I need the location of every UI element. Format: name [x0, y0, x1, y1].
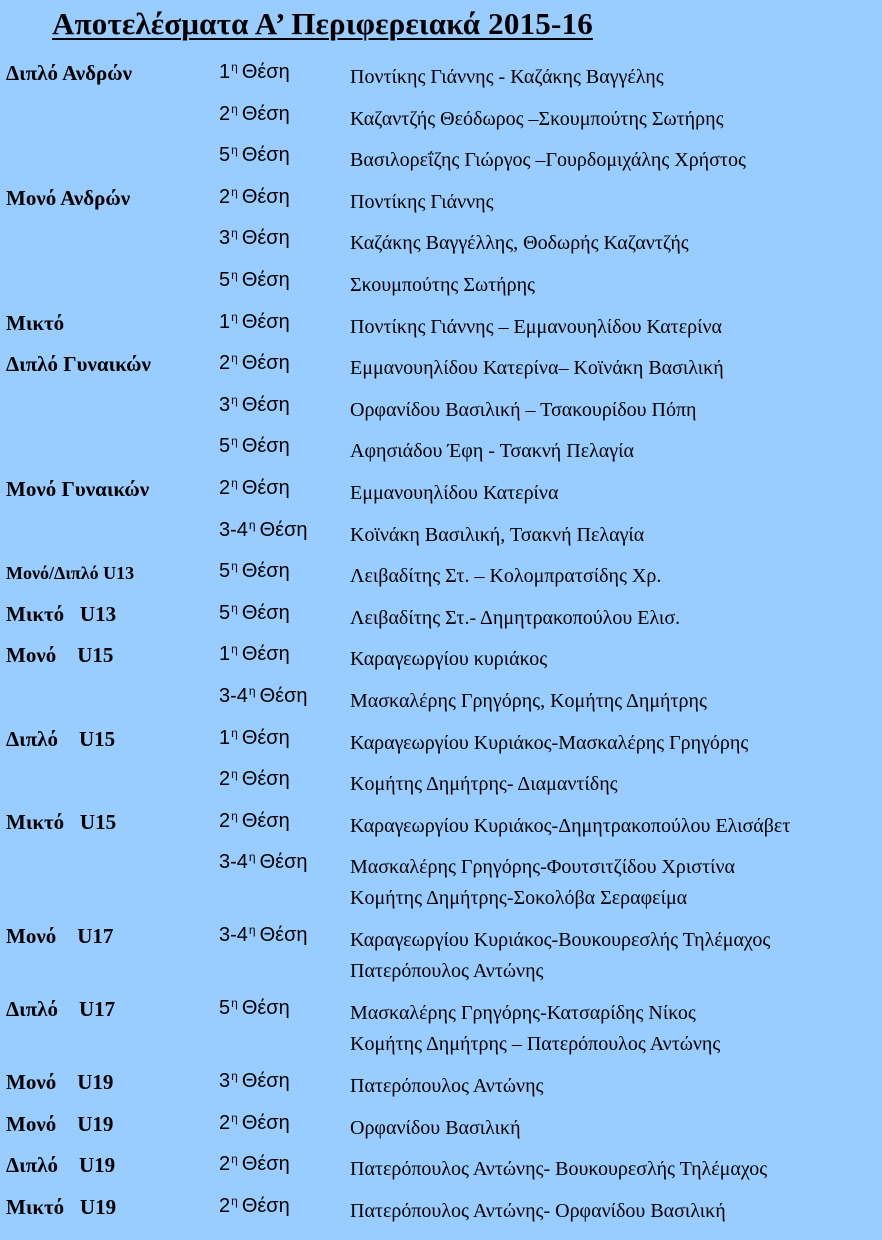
- result-row: [0, 515, 882, 557]
- player-names: [350, 478, 558, 509]
- player-name-line: Λειβαδίτης Στ.- Δημητρακοπούλου Ελισ.: [350, 606, 681, 629]
- category-label: Διπλό Ανδρών: [6, 61, 132, 85]
- page-title: Αποτελέσματα Α’ Περιφερειακά 2015-16: [52, 6, 593, 41]
- placement-ordinal: η: [248, 850, 256, 865]
- placement: [219, 144, 290, 167]
- placement: [219, 519, 308, 542]
- player-names: [350, 395, 697, 426]
- player-names: [350, 811, 790, 842]
- result-row: [0, 431, 882, 473]
- placement-number: 3: [219, 393, 231, 416]
- result-row: [0, 473, 882, 515]
- placement: [219, 768, 290, 791]
- player-name-line: Ορφανίδου Βασιλική: [350, 1116, 521, 1139]
- player-names: [350, 686, 707, 717]
- player-name-line: Καραγεωργίου Κυριάκος-Δημητρακοπούλου Ελισάβετ: [350, 814, 791, 837]
- placement: [219, 1153, 290, 1176]
- player-name-line: Κοϊνάκη Βασιλική, Τσακνή Πελαγία: [350, 523, 645, 546]
- result-row: [0, 223, 882, 265]
- placement-number: 2: [219, 1195, 231, 1218]
- placement-word: Θέση: [259, 684, 308, 707]
- placement: [219, 227, 290, 250]
- player-name-line: Ποντίκης Γιάννης - Καζάκης Βαγγέλης: [350, 66, 664, 88]
- category-label: Μονό U19: [6, 1070, 114, 1095]
- result-row: [0, 723, 882, 765]
- player-names: [350, 1154, 767, 1185]
- placement-ordinal: η: [231, 101, 238, 116]
- player-name-line: Πατερόπουλος Αντώνης: [350, 1075, 544, 1098]
- result-row: [0, 140, 882, 182]
- player-names: [350, 998, 720, 1060]
- placement-number: 2: [219, 476, 231, 499]
- placement-number: 2: [219, 185, 231, 208]
- category-label: Μονό/Διπλό U13: [6, 563, 135, 584]
- placement: [219, 1195, 290, 1218]
- placement: [219, 477, 290, 500]
- placement-number: 2: [219, 1111, 231, 1134]
- placement-ordinal: η: [231, 60, 238, 74]
- category-label: Μικτό: [6, 310, 65, 335]
- placement-number: 2: [219, 102, 231, 125]
- placement-number: 2: [219, 768, 231, 791]
- player-name-line: Μασκαλέρης Γρηγόρης-Κατσαρίδης Νίκος: [350, 1002, 696, 1025]
- placement-word: Θέση: [241, 1070, 290, 1093]
- placement-ordinal: η: [231, 600, 238, 615]
- placement-ordinal: η: [231, 1194, 238, 1209]
- placement-number: 5: [219, 997, 231, 1020]
- placement-ordinal: η: [248, 517, 256, 532]
- placement-ordinal: η: [231, 184, 238, 199]
- player-names: [350, 769, 618, 800]
- placement-word: Θέση: [241, 1195, 290, 1218]
- placement: [219, 810, 290, 833]
- category-label: Μονό U17: [6, 924, 114, 949]
- placement-word: Θέση: [259, 518, 308, 541]
- result-row: [0, 348, 882, 390]
- player-name-line: Βασιλορεΐζης Γιώργος –Γουρδομιχάλης Χρήστος: [350, 149, 746, 172]
- player-name-line: Εμμανουηλίδου Κατερίνα– Κοϊνάκη Βασιλική: [350, 357, 724, 380]
- result-row: [0, 993, 882, 1066]
- category-label: Διπλό U15: [6, 726, 116, 751]
- result-row: [0, 598, 882, 640]
- result-row: [0, 920, 882, 993]
- placement-word: Θέση: [241, 227, 290, 250]
- placement-ordinal: η: [231, 392, 238, 407]
- player-names: [350, 228, 689, 259]
- placement-number: 1: [219, 310, 231, 333]
- result-row: [0, 1149, 882, 1191]
- player-name-line: Ποντίκης Γιάννης – Εμμανουηλίδου Κατερίνα: [350, 315, 722, 338]
- placement-ordinal: η: [231, 996, 238, 1011]
- placement-number: 1: [219, 643, 231, 666]
- player-name-line: Ορφανίδου Βασιλική – Τσακουρίδου Πόπη: [350, 398, 697, 421]
- player-names: [350, 644, 547, 675]
- placement-number: 2: [219, 1153, 231, 1176]
- placement-word: Θέση: [241, 435, 290, 458]
- placement-number: 3-4: [219, 684, 248, 707]
- player-name-line: Πατερόπουλος Αντώνης: [350, 960, 544, 983]
- placement: [219, 435, 290, 458]
- placement-word: Θέση: [241, 476, 290, 499]
- player-name-line: Λειβαδίτης Στ. – Κολομπρατσίδης Χρ.: [350, 565, 662, 588]
- player-name-line: Κομήτης Δημήτρης – Πατερόπουλος Αντώνης: [350, 1033, 721, 1056]
- placement: [219, 394, 290, 417]
- player-name-line: Εμμανουηλίδου Κατερίνα: [350, 481, 559, 504]
- placement-word: Θέση: [241, 393, 290, 416]
- placement-number: 5: [219, 268, 231, 291]
- placement-ordinal: η: [231, 559, 238, 574]
- placement-ordinal: η: [231, 143, 238, 158]
- placement-number: 3-4: [219, 851, 248, 874]
- placement: [219, 727, 290, 750]
- results-table: [0, 57, 882, 1233]
- placement-number: 1: [219, 61, 231, 83]
- placement-word: Θέση: [241, 997, 290, 1020]
- placement: [219, 311, 290, 334]
- placement-number: 5: [219, 560, 231, 583]
- player-name-line: Καζάκης Βαγγέλλης, Θοδωρής Καζαντζής: [350, 232, 689, 255]
- placement-ordinal: η: [248, 683, 256, 698]
- player-names: [350, 1113, 521, 1144]
- player-names: [350, 520, 644, 551]
- placement-ordinal: η: [231, 434, 238, 449]
- placement: [219, 924, 308, 947]
- result-row: [0, 764, 882, 806]
- category-label: Διπλό Γυναικών: [6, 352, 151, 377]
- player-name-line: Καραγεωργίου Κυριάκος-Μασκαλέρης Γρηγόρης: [350, 731, 749, 754]
- placement-word: Θέση: [241, 809, 290, 832]
- placement-word: Θέση: [259, 924, 308, 947]
- player-names: [350, 603, 680, 634]
- placement: [219, 269, 290, 292]
- placement-word: Θέση: [241, 144, 290, 167]
- player-name-line: Ποντίκης Γιάννης: [350, 190, 494, 213]
- player-name-line: Καραγεωργίου Κυριάκος-Βουκουρεσλής Τηλέμαχος: [350, 929, 771, 952]
- result-row: [0, 847, 882, 920]
- result-row: [0, 390, 882, 432]
- player-name-line: Μασκαλέρης Γρηγόρης, Κομήτης Δημήτρης: [350, 689, 707, 712]
- player-name-line: Πατερόπουλος Αντώνης- Βουκουρεσλής Τηλέμαχος: [350, 1158, 768, 1181]
- placement: [219, 851, 308, 874]
- placement-number: 3: [219, 227, 231, 250]
- placement: [219, 997, 290, 1020]
- placement-word: Θέση: [259, 851, 308, 874]
- placement-number: 5: [219, 435, 231, 458]
- placement-ordinal: η: [231, 226, 238, 241]
- player-names: [350, 312, 722, 343]
- placement-word: Θέση: [241, 185, 290, 208]
- placement-ordinal: η: [231, 475, 238, 490]
- placement-number: 2: [219, 352, 231, 375]
- player-names: [350, 1071, 543, 1102]
- player-name-line: Μασκαλέρης Γρηγόρης-Φουτσιτζίδου Χριστίνα: [350, 856, 736, 879]
- player-names: [350, 145, 746, 176]
- placement-number: 3: [219, 1070, 231, 1093]
- result-row: [0, 806, 882, 848]
- placement-ordinal: η: [231, 725, 238, 740]
- category-label: Μικτό U13: [6, 601, 117, 626]
- placement-word: Θέση: [241, 601, 290, 624]
- placement-ordinal: η: [231, 267, 238, 282]
- result-row: [0, 265, 882, 307]
- placement: [219, 685, 308, 708]
- player-name-line: Πατερόπουλος Αντώνης- Ορφανίδου Βασιλική: [350, 1200, 726, 1223]
- result-row: [0, 57, 882, 99]
- result-row: [0, 1108, 882, 1150]
- result-row: [0, 99, 882, 141]
- placement: [219, 1112, 290, 1135]
- placement: [219, 352, 290, 375]
- category-label: Μονό Ανδρών: [6, 185, 131, 210]
- player-names: [350, 925, 770, 987]
- placement-number: 2: [219, 809, 231, 832]
- player-names: [350, 187, 494, 218]
- player-name-line: Σκουμπούτης Σωτήρης: [350, 273, 535, 296]
- placement-number: 5: [219, 601, 231, 624]
- placement-word: Θέση: [241, 726, 290, 749]
- placement-ordinal: η: [231, 808, 238, 823]
- placement-word: Θέση: [241, 1153, 290, 1176]
- player-name-line: Κομήτης Δημήτρης- Διαμαντίδης: [350, 773, 618, 796]
- category-label: Μονό U15: [6, 643, 114, 668]
- placement-word: Θέση: [241, 310, 290, 333]
- result-row: [0, 556, 882, 598]
- placement-number: 5: [219, 144, 231, 167]
- player-names: [350, 852, 735, 914]
- result-row: [0, 1066, 882, 1108]
- placement: [219, 186, 290, 209]
- placement-ordinal: η: [231, 351, 238, 366]
- placement: [219, 602, 290, 625]
- placement: [219, 61, 290, 84]
- placement-word: Θέση: [241, 1111, 290, 1134]
- placement-word: Θέση: [241, 560, 290, 583]
- player-name-line: Αφησιάδου Έφη - Τσακνή Πελαγία: [350, 440, 634, 463]
- category-label: Μονό Γυναικών: [6, 476, 150, 501]
- category-label: Μικτό U15: [6, 809, 117, 834]
- placement: [219, 643, 290, 666]
- placement-ordinal: η: [231, 1110, 238, 1125]
- result-row: [0, 307, 882, 349]
- placement-ordinal: η: [231, 1152, 238, 1167]
- placement-word: Θέση: [241, 61, 290, 83]
- placement-number: 3-4: [219, 518, 248, 541]
- player-names: [350, 728, 748, 759]
- placement: [219, 1070, 290, 1093]
- result-row: [0, 639, 882, 681]
- result-row: [0, 1191, 882, 1233]
- placement-number: 1: [219, 726, 231, 749]
- category-label: Διπλό U17: [6, 997, 116, 1022]
- player-names: [350, 561, 661, 592]
- player-name-line: Καραγεωργίου κυριάκος: [350, 648, 548, 671]
- placement-ordinal: η: [231, 642, 238, 657]
- placement-word: Θέση: [241, 352, 290, 375]
- placement-ordinal: η: [231, 309, 238, 324]
- result-row: [0, 182, 882, 224]
- placement-ordinal: η: [231, 1069, 238, 1084]
- player-names: [350, 270, 535, 301]
- placement-number: 3-4: [219, 924, 248, 947]
- player-name-line: Καζαντζής Θεόδωρος –Σκουμπούτης Σωτήρης: [350, 107, 724, 130]
- placement-ordinal: η: [248, 923, 256, 938]
- player-name-line: Κομήτης Δημήτρης-Σοκολόβα Σεραφείμα: [350, 887, 688, 910]
- player-names: [350, 62, 664, 93]
- placement-word: Θέση: [241, 268, 290, 291]
- category-label: Μικτό U19: [6, 1195, 117, 1220]
- result-row: [0, 681, 882, 723]
- category-label: Διπλό U19: [6, 1153, 116, 1178]
- placement-word: Θέση: [241, 643, 290, 666]
- player-names: [350, 104, 724, 135]
- placement: [219, 560, 290, 583]
- placement: [219, 103, 290, 126]
- player-names: [350, 353, 724, 384]
- player-names: [350, 436, 634, 467]
- category-label: Μονό U19: [6, 1111, 114, 1136]
- placement-ordinal: η: [231, 767, 238, 782]
- player-names: [350, 1196, 726, 1227]
- placement-word: Θέση: [241, 768, 290, 791]
- placement-word: Θέση: [241, 102, 290, 125]
